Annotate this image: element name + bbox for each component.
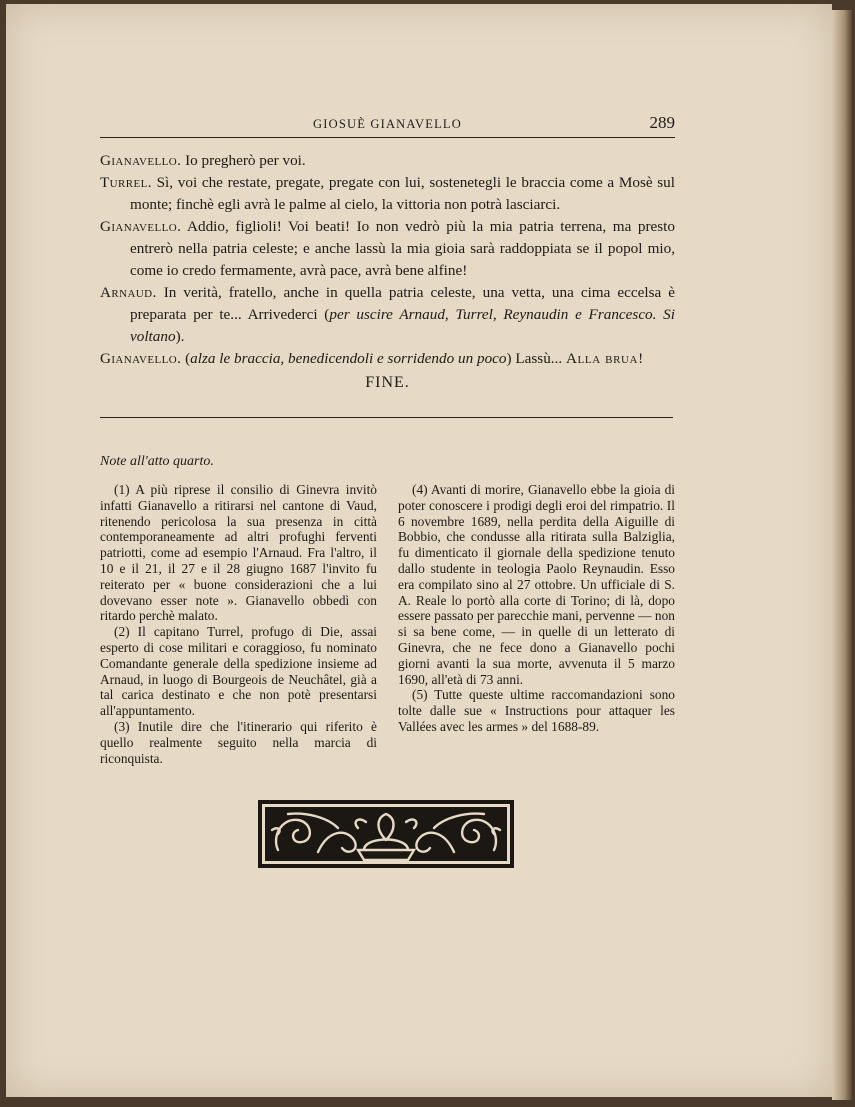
page-number: 289 (649, 113, 675, 132)
footnote: (4) Avanti di morire, Gianavello ebbe la gioia di poter conoscere i prodigi degli eroi del rimpatrio. Il 6 novembre 1689, nella perdita della Aiguille di Bobbio, che condusse alla ritirata sulla Balziglia, fu dimenticato il giornale della spedizione tenuto dallo studente in teologia Paolo Reynaudin. Esso era compilato sino al 27 ottobre. Un ufficiale di S. A. Reale lo portò alla corte di Torino; di là, dopo essere passato per parecchie mani, pervenne — non si sa bene come, — in quelle di un letterato di Ginevra, che ne fece dono a Gianavello pochi giorni avanti la sua morte, avvenuta il 5 marzo 1690, all'età di 73 anni. (398, 482, 675, 687)
notes-column-left (100, 482, 377, 766)
footnote: (3) Inutile dire che l'itinerario qui riferito è quello realmente seguito nella marcia di riconquista. (100, 718, 377, 766)
speech-line (100, 348, 675, 370)
speech-text: ( (181, 350, 191, 367)
stage-direction: alza le braccia, benedicendoli e sorridendo un poco (190, 350, 507, 367)
speech-line (100, 282, 675, 348)
speaker-name: Gianavello. (100, 152, 182, 169)
section-rule (100, 417, 673, 418)
speech-text-after: ). (175, 328, 185, 345)
speaker-name: Gianavello. (100, 218, 182, 235)
speech-text-after: ) Lassù... (506, 350, 566, 367)
speech-line (100, 216, 675, 282)
end-marker: FINE. (365, 374, 410, 391)
speech-line (100, 150, 675, 172)
running-title: GIOSUÈ GIANAVELLO (313, 117, 462, 131)
final-exclamation: Alla brua! (565, 350, 644, 367)
stage-direction: per uscire Arnaud, Turrel, Reynaudin e Francesco. Si voltano (130, 306, 675, 345)
notes-heading: Note all'atto quarto. (100, 454, 214, 469)
speaker-name: Turrel. (100, 174, 152, 191)
speech-text: Addio, figlioli! Voi beati! Io non vedrò più la mia patria terrena, ma presto entrerò nella patria celeste; e anche lassù la mia gioia sarà raddoppiata se il popol mio, come io credo fermamente, avrà pace, avrà bene alfine! (130, 218, 675, 279)
header-rule (100, 137, 675, 138)
footnote: (5) Tutte queste ultime raccomandazioni sono tolte dalle sue « Instructions pour attaquer les Vallées avec les armes » del 1688-89. (398, 687, 675, 734)
speaker-name: Gianavello. (100, 350, 182, 367)
running-head (100, 113, 675, 137)
speech-line (100, 172, 675, 216)
dialogue-block (100, 150, 675, 370)
notes-column-right (398, 482, 675, 735)
speech-text: Sì, voi che restate, pregate, pregate con lui, sostenetegli le braccia come a Mosè sul monte; finchè egli avrà le palme al cielo, la vittoria non potrà lasciarci. (130, 174, 675, 213)
speaker-name: Arnaud. (100, 284, 157, 301)
page-edge (832, 10, 852, 1100)
ornament-vignette (258, 800, 514, 868)
footnote: (2) Il capitano Turrel, profugo di Die, assai esperto di cose militari e coraggioso, fu nominato Comandante generale della spedizione insieme ad Arnaud, in luogo di Bourgeois de Neuchâtel, già a tal carica destinato e che non potè presentarsi all'appuntamento. (100, 624, 377, 719)
speech-text: In verità, fratello, anche in quella patria celeste, una vetta, una cima eccelsa è preparata per te... Arrivederci ( (130, 284, 675, 323)
footnote: (1) A più riprese il consilio di Ginevra invitò infatti Gianavello a ritirarsi nel cantone di Vaud, ritenendo pericolosa la sua presenza in città contemporaneamente ad altri profughi ferventi patriotti, come ad esempio l'Arnaud. Fra l'altro, il 10 e il 21, il 27 e il 28 giugno 1687 l'invito fu reiterato per « buone considerazioni che a lui dovevano esser note ». Gianavello obbedì con ritardo perchè malato. (100, 482, 377, 624)
speech-text: Io pregherò per voi. (181, 152, 306, 169)
